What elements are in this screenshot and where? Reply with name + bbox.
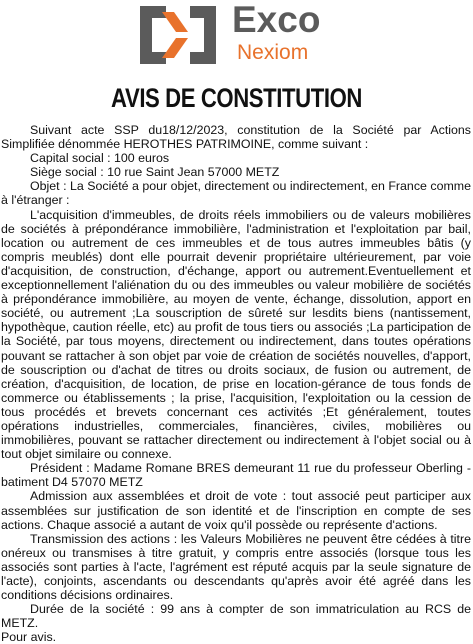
paragraph-pour-avis: Pour avis. (1, 630, 57, 644)
notice-title: AVIS DE CONSTITUTION (111, 83, 362, 113)
exco-nexiom-logo (136, 2, 336, 72)
paragraph-intro: Suivant acte SSP du18/12/2023, constitution de la Société par Actions Simplifiée dénommée HEROTHES PATRIMOINE, comme suivant : (1, 123, 471, 152)
paragraph-admission: Admission aux assemblées et droit de vote : tout associé peut participer aux assemblées sur justification de son identité et de l'inscription en compte de ses actions. Chaque associé a autant de voix qu'il possède ou représente d'actions. (1, 489, 471, 532)
paragraph-siege: Siège social : 10 rue Saint Jean 57000 METZ (30, 165, 280, 180)
paragraph-objet-detail: L'acquisition d'immeubles, de droits réels immobiliers ou de valeurs mobilières de sociétés à prépondérance immobilière, l'administration et l'exploitation par bail, location ou autrement de ces immeubles et de tous autres immeubles bâtis (y compris meublés) dont elle pourrait devenir propriétaire ultérieurement, par voie d'acquisition, de construction, d'échange, apport ou autrement.Eventuellement et exceptionnellement l'aliénation du ou des immeubles ou valeur mobilière de sociétés à prépondérance immobilière, au moyen de vente, échange, dissolution, apport en société, ou autrement ;La souscription de sûreté sur lesdits biens (nantissement, hypothèque, caution réelle, etc) au profit de tous tiers ou associés ;La participation de la Société, par tous moyens, directement ou indirectement, dans toutes opérations pouvant se rattacher à son objet par voie de création de sociétés nouvelles, d'apport, de souscription ou d'achat de titres ou droits sociaux, de fusion ou autrement, de création, d'acquisition, de location, de prise en location-gérance de tous fonds de commerce ou établissements ; la prise, l'acquisition, l'exploitation ou la cession de tous procédés et brevets concernant ces activités ;Et généralement, toutes opérations industrielles, commerciales, financières, civiles, mobilières ou immobilières, pouvant se rattacher directement ou indirectement à l'objet social ou à tout objet similaire ou connexe. (1, 207, 471, 462)
logo-subtitle: Nexiom (237, 41, 309, 64)
logo-name: Exco (232, 0, 321, 40)
paragraph-duree: Durée de la société : 99 ans à compter de son immatriculation au RCS de METZ. (1, 602, 471, 631)
notice-body (1, 123, 471, 644)
exco-logo-mark-icon (136, 2, 220, 68)
paragraph-objet: Objet : La Société a pour objet, directement ou indirectement, en France comme à l'étranger : (1, 179, 471, 208)
paragraph-capital: Capital social : 100 euros (30, 151, 170, 166)
paragraph-president: Président : Madame Romane BRES demeurant 11 rue du professeur Oberling - batiment D4 57070 METZ (1, 461, 471, 490)
paragraph-transmission: Transmission des actions : les Valeurs Mobilières ne peuvent être cédées à titre onéreux ou transmises à titre gratuit, y compris entre associés (lorsque tous les associés sont parties à l'acte, l'agrément est réputé acquis par la seule signature de l'acte), conjoints, ascendants ou descendants qu'après avoir été agréé dans les conditions décisions ordinaires. (1, 531, 471, 603)
